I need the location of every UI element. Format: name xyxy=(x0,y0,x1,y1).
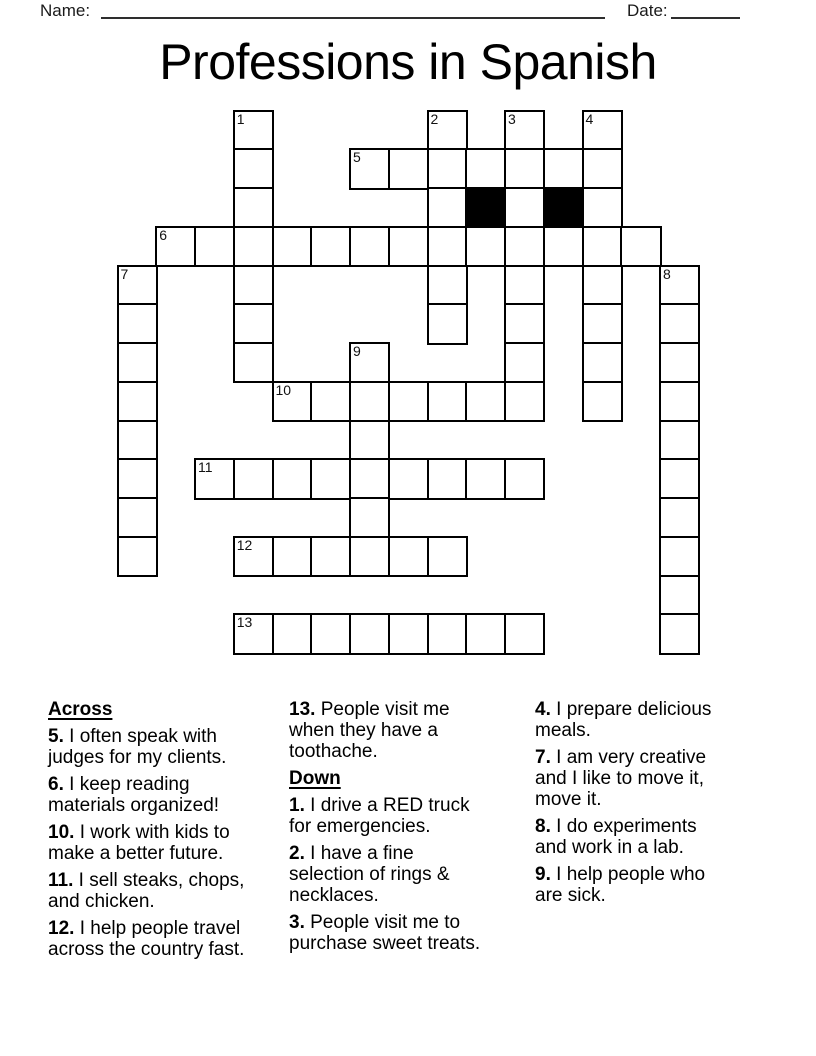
answer-cell[interactable] xyxy=(465,381,506,422)
name-label: Name: xyxy=(40,1,91,20)
answer-cell[interactable] xyxy=(194,226,235,267)
answer-cell[interactable] xyxy=(117,381,158,422)
answer-cell[interactable] xyxy=(349,381,390,422)
clue-text-line: materials organized! xyxy=(48,795,220,816)
answer-cell[interactable] xyxy=(504,458,545,499)
clue-text-line: 13. People visit me xyxy=(289,699,450,720)
answer-cell[interactable] xyxy=(659,303,700,344)
answer-cell[interactable] xyxy=(504,381,545,422)
answer-cell[interactable] xyxy=(659,536,700,577)
answer-cell[interactable] xyxy=(427,613,468,654)
answer-cell[interactable] xyxy=(659,265,700,306)
clue-text-line: 1. I drive a RED truck xyxy=(289,795,470,816)
answer-cell[interactable] xyxy=(117,497,158,538)
clue-text-line: are sick. xyxy=(535,885,606,906)
answer-cell[interactable] xyxy=(427,265,468,306)
answer-cell[interactable] xyxy=(233,613,274,654)
answer-cell[interactable] xyxy=(349,613,390,654)
answer-cell[interactable] xyxy=(427,187,468,228)
answer-cell[interactable] xyxy=(310,613,351,654)
answer-cell[interactable] xyxy=(117,265,158,306)
answer-cell[interactable] xyxy=(427,303,468,344)
clue-4 xyxy=(535,699,763,741)
answer-cell[interactable] xyxy=(310,381,351,422)
clue-number: 8. xyxy=(535,816,551,837)
clue-5 xyxy=(48,726,284,768)
clue-text-line: 4. I prepare delicious xyxy=(535,699,712,720)
answer-cell[interactable] xyxy=(233,226,274,267)
clue-1 xyxy=(289,795,515,837)
clue-number: 1. xyxy=(289,795,305,816)
clue-text-line: and I like to move it, xyxy=(535,768,704,789)
clue-text-line: 12. I help people travel xyxy=(48,918,241,939)
clue-9 xyxy=(535,864,763,906)
answer-cell[interactable] xyxy=(349,536,390,577)
answer-cell[interactable] xyxy=(272,458,313,499)
clue-text-line: across the country fast. xyxy=(48,939,245,960)
answer-cell[interactable] xyxy=(427,458,468,499)
clue-text-line: meals. xyxy=(535,720,591,741)
clue-number: 7. xyxy=(535,747,551,768)
clue-number: 9. xyxy=(535,864,551,885)
answer-cell[interactable] xyxy=(233,265,274,306)
answer-cell[interactable] xyxy=(349,497,390,538)
name-blank-line[interactable] xyxy=(101,1,605,19)
answer-cell[interactable] xyxy=(427,226,468,267)
answer-cell[interactable] xyxy=(582,148,623,189)
answer-cell[interactable] xyxy=(504,148,545,189)
clue-number: 2. xyxy=(289,843,305,864)
clue-number: 5. xyxy=(48,726,64,747)
cell-number: 13 xyxy=(236,614,253,631)
answer-cell[interactable] xyxy=(427,536,468,577)
answer-cell[interactable] xyxy=(388,381,429,422)
date-label: Date: xyxy=(627,1,668,20)
clue-text-line: 9. I help people who xyxy=(535,864,706,885)
clue-8 xyxy=(535,816,763,858)
answer-cell[interactable] xyxy=(349,420,390,461)
clue-text-line: make a better future. xyxy=(48,843,224,864)
clues-column-3 xyxy=(535,699,763,912)
answer-cell[interactable] xyxy=(272,226,313,267)
answer-cell[interactable] xyxy=(233,536,274,577)
clue-text-line: 7. I am very creative xyxy=(535,747,707,768)
clue-text-line: necklaces. xyxy=(289,885,379,906)
clue-12 xyxy=(48,918,284,960)
clue-text-line: 8. I do experiments xyxy=(535,816,697,837)
answer-cell[interactable] xyxy=(310,536,351,577)
answer-cell[interactable] xyxy=(659,458,700,499)
clue-text-line: move it. xyxy=(535,789,602,810)
answer-cell[interactable] xyxy=(582,187,623,228)
answer-cell[interactable] xyxy=(427,381,468,422)
clue-text-line: for emergencies. xyxy=(289,816,431,837)
answer-cell[interactable] xyxy=(504,613,545,654)
cell-number: 5 xyxy=(353,149,361,166)
answer-cell[interactable] xyxy=(582,110,623,151)
answer-cell[interactable] xyxy=(659,575,700,616)
answer-cell[interactable] xyxy=(349,148,390,189)
clue-3 xyxy=(289,912,515,954)
cell-number: 9 xyxy=(353,343,361,359)
answer-cell[interactable] xyxy=(504,265,545,306)
answer-cell[interactable] xyxy=(582,265,623,306)
answer-cell[interactable] xyxy=(117,420,158,461)
answer-cell[interactable] xyxy=(465,148,506,189)
answer-cell[interactable] xyxy=(465,226,506,267)
clue-text-line: 3. People visit me to xyxy=(289,912,461,933)
answer-cell[interactable] xyxy=(659,613,700,654)
clue-text-line: 2. I have a fine xyxy=(289,843,414,864)
answer-cell[interactable] xyxy=(117,303,158,344)
clue-13 xyxy=(289,699,515,762)
answer-cell[interactable] xyxy=(659,342,700,383)
clue-7 xyxy=(535,747,763,810)
answer-cell[interactable] xyxy=(194,458,235,499)
answer-cell[interactable] xyxy=(427,148,468,189)
clue-text-line: 6. I keep reading xyxy=(48,774,190,795)
answer-cell[interactable] xyxy=(117,458,158,499)
cell-number: 8 xyxy=(663,265,671,282)
cell-number: 7 xyxy=(120,265,129,282)
cell-number: 10 xyxy=(275,381,292,398)
answer-cell[interactable] xyxy=(310,226,351,267)
clue-2 xyxy=(289,843,515,906)
clue-text-line: and work in a lab. xyxy=(535,837,684,858)
answer-cell[interactable] xyxy=(504,303,545,344)
page-title: Professions in Spanish xyxy=(159,34,657,90)
answer-cell[interactable] xyxy=(117,536,158,577)
answer-cell[interactable] xyxy=(388,613,429,654)
cell-number: 4 xyxy=(585,110,594,127)
clue-text-line: when they have a xyxy=(289,720,438,741)
answer-cell[interactable] xyxy=(543,148,584,189)
answer-cell[interactable] xyxy=(504,187,545,228)
clues-heading-across: Across xyxy=(48,699,113,720)
clue-number: 11. xyxy=(48,870,74,891)
blocked-cell xyxy=(543,187,584,228)
answer-cell[interactable] xyxy=(504,342,545,383)
clue-text-line: judges for my clients. xyxy=(48,747,227,768)
cell-number: 12 xyxy=(236,536,253,553)
cell-number: 6 xyxy=(159,226,168,243)
answer-cell[interactable] xyxy=(504,226,545,267)
clue-number: 6. xyxy=(48,774,64,795)
clue-text-line: 11. I sell steaks, chops, xyxy=(48,870,245,891)
answer-cell[interactable] xyxy=(465,613,506,654)
answer-cell[interactable] xyxy=(349,226,390,267)
clues-heading-down: Down xyxy=(289,768,341,789)
clue-text-line: 10. I work with kids to xyxy=(48,822,230,843)
answer-cell[interactable] xyxy=(465,458,506,499)
answer-cell[interactable] xyxy=(388,458,429,499)
clue-text-line: purchase sweet treats. xyxy=(289,933,481,954)
crossword-grid xyxy=(117,110,701,655)
answer-cell[interactable] xyxy=(659,420,700,461)
clue-text-line: 5. I often speak with xyxy=(48,726,218,747)
clue-text-line: selection of rings & xyxy=(289,864,450,885)
clue-6 xyxy=(48,774,284,816)
answer-cell[interactable] xyxy=(388,536,429,577)
answer-cell[interactable] xyxy=(582,226,623,267)
clue-number: 12. xyxy=(48,918,75,939)
answer-cell[interactable] xyxy=(233,342,274,383)
answer-cell[interactable] xyxy=(349,342,390,383)
cell-number: 2 xyxy=(430,110,439,127)
answer-cell[interactable] xyxy=(427,110,468,151)
clues-column-1 xyxy=(48,699,284,966)
answer-cell[interactable] xyxy=(349,458,390,499)
answer-cell[interactable] xyxy=(272,536,313,577)
clue-number: 4. xyxy=(535,699,551,720)
answer-cell[interactable] xyxy=(388,148,429,189)
answer-cell[interactable] xyxy=(233,148,274,189)
answer-cell[interactable] xyxy=(582,303,623,344)
clues-column-2 xyxy=(289,699,515,960)
answer-cell[interactable] xyxy=(659,381,700,422)
cell-number: 3 xyxy=(508,110,516,127)
answer-cell[interactable] xyxy=(543,226,584,267)
answer-cell[interactable] xyxy=(504,110,545,151)
answer-cell[interactable] xyxy=(117,342,158,383)
answer-cell[interactable] xyxy=(155,226,196,267)
answer-cell[interactable] xyxy=(233,458,274,499)
answer-cell[interactable] xyxy=(272,613,313,654)
answer-cell[interactable] xyxy=(310,458,351,499)
answer-cell[interactable] xyxy=(233,187,274,228)
clue-11 xyxy=(48,870,284,912)
answer-cell[interactable] xyxy=(659,497,700,538)
clue-number: 3. xyxy=(289,912,305,933)
clue-10 xyxy=(48,822,284,864)
date-blank-line[interactable] xyxy=(671,1,740,19)
answer-cell[interactable] xyxy=(388,226,429,267)
cell-number: 1 xyxy=(236,110,245,127)
clue-number: 13. xyxy=(289,699,316,720)
cell-number: 11 xyxy=(198,459,213,476)
answer-cell[interactable] xyxy=(582,381,623,422)
answer-cell[interactable] xyxy=(272,381,313,422)
answer-cell[interactable] xyxy=(582,342,623,383)
answer-cell[interactable] xyxy=(233,110,274,151)
clue-text-line: and chicken. xyxy=(48,891,155,912)
answer-cell[interactable] xyxy=(233,303,274,344)
answer-cell[interactable] xyxy=(620,226,661,267)
clue-number: 10. xyxy=(48,822,75,843)
clue-text-line: toothache. xyxy=(289,741,378,762)
blocked-cell xyxy=(465,187,506,228)
